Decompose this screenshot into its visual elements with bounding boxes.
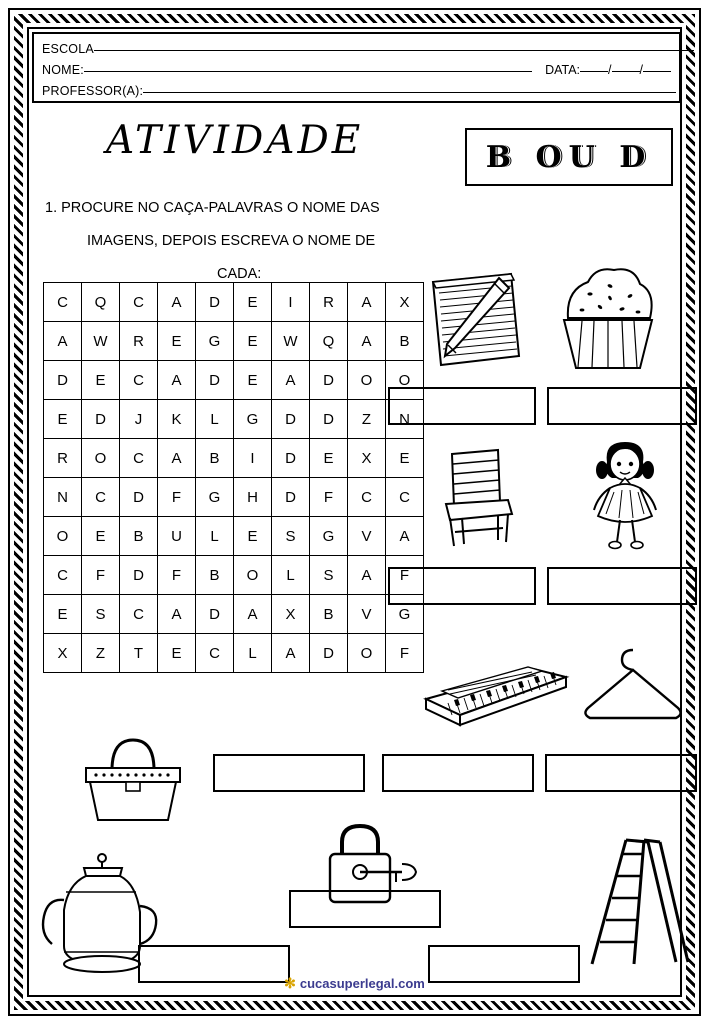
word-search-cell[interactable]: O — [348, 361, 386, 400]
data-label: DATA: — [545, 63, 581, 77]
word-search-cell[interactable]: F — [158, 556, 196, 595]
word-search-cell[interactable]: D — [310, 361, 348, 400]
word-search-cell[interactable]: A — [158, 439, 196, 478]
word-search-cell[interactable]: X — [386, 283, 424, 322]
nome-row — [42, 60, 671, 81]
bolsa-image — [68, 728, 198, 828]
word-search-cell[interactable]: B — [196, 439, 234, 478]
word-search-cell[interactable]: D — [44, 361, 82, 400]
nome-label: NOME: — [42, 63, 84, 77]
professor-row — [42, 81, 671, 102]
word-search-cell[interactable]: A — [386, 517, 424, 556]
word-search-cell[interactable]: E — [234, 283, 272, 322]
word-search-cell[interactable]: T — [120, 634, 158, 673]
word-search-cell[interactable]: B — [120, 517, 158, 556]
word-search-cell[interactable]: A — [158, 361, 196, 400]
worksheet-page — [8, 8, 701, 1016]
footer-credit — [10, 975, 699, 992]
word-search-row — [44, 322, 424, 361]
instruction-text — [45, 192, 445, 291]
instruction-line-1: 1. PROCURE NO CAÇA-PALAVRAS O NOME DAS — [45, 200, 380, 216]
word-search-cell[interactable]: C — [120, 439, 158, 478]
word-search-cell[interactable]: D — [310, 634, 348, 673]
word-search-cell[interactable]: R — [120, 322, 158, 361]
focus-letters-text: B OU D — [485, 139, 653, 175]
word-search-cell[interactable]: J — [120, 400, 158, 439]
word-search-cell[interactable]: B — [310, 595, 348, 634]
word-search-cell[interactable]: A — [44, 322, 82, 361]
word-search-grid[interactable] — [43, 282, 424, 673]
word-search-cell[interactable]: X — [348, 439, 386, 478]
answer-box-boneca[interactable] — [547, 567, 697, 605]
word-search-cell[interactable]: O — [386, 361, 424, 400]
answer-box-cadeado[interactable] — [289, 890, 441, 928]
caderno-image — [415, 260, 535, 380]
word-search-cell[interactable]: N — [386, 400, 424, 439]
word-search-cell[interactable]: X — [272, 595, 310, 634]
data-month-line[interactable] — [612, 71, 640, 72]
word-search-cell[interactable]: C — [82, 478, 120, 517]
word-search-cell[interactable]: L — [272, 556, 310, 595]
word-search-cell[interactable]: C — [44, 556, 82, 595]
word-search-cell[interactable]: N — [44, 478, 82, 517]
word-search-cell[interactable]: E — [234, 517, 272, 556]
word-search-cell[interactable]: E — [158, 634, 196, 673]
word-search-cell[interactable]: S — [272, 517, 310, 556]
word-search-cell[interactable]: O — [234, 556, 272, 595]
data-year-line[interactable] — [643, 71, 671, 72]
word-search-cell[interactable]: A — [272, 361, 310, 400]
word-search-cell[interactable]: E — [82, 361, 120, 400]
cadeira-image — [424, 440, 524, 555]
word-search-cell[interactable]: K — [158, 400, 196, 439]
word-search-cell[interactable]: D — [310, 400, 348, 439]
word-search-cell[interactable]: C — [120, 595, 158, 634]
word-search-row — [44, 517, 424, 556]
word-search-row — [44, 283, 424, 322]
word-search-cell[interactable]: X — [44, 634, 82, 673]
answer-box-bolsa[interactable] — [213, 754, 365, 792]
word-search-cell[interactable]: L — [196, 517, 234, 556]
word-search-cell[interactable]: O — [348, 634, 386, 673]
word-search-cell[interactable]: W — [272, 322, 310, 361]
word-search-row — [44, 556, 424, 595]
instruction-line-2: IMAGENS, DEPOIS ESCREVA O NOME DE — [87, 233, 376, 249]
word-search-cell[interactable]: E — [44, 595, 82, 634]
word-search-cell[interactable]: G — [196, 322, 234, 361]
word-search-cell[interactable]: R — [44, 439, 82, 478]
word-search-cell[interactable]: B — [196, 556, 234, 595]
word-search-cell[interactable]: E — [158, 322, 196, 361]
boneca-image — [580, 434, 670, 554]
word-search-cell[interactable]: O — [82, 439, 120, 478]
word-search-row — [44, 400, 424, 439]
word-search-cell[interactable]: S — [82, 595, 120, 634]
word-search-cell[interactable]: A — [348, 283, 386, 322]
word-search-cell[interactable]: A — [348, 322, 386, 361]
word-search-cell[interactable]: U — [158, 517, 196, 556]
word-search-row — [44, 361, 424, 400]
word-search-cell[interactable]: L — [234, 634, 272, 673]
professor-input-line[interactable] — [143, 92, 676, 93]
word-search-cell[interactable]: D — [272, 400, 310, 439]
word-search-cell[interactable]: G — [196, 478, 234, 517]
escada-image — [570, 828, 700, 978]
student-info-header — [32, 32, 681, 103]
word-search-cell[interactable]: D — [196, 283, 234, 322]
word-search-row — [44, 439, 424, 478]
word-search-cell[interactable]: C — [196, 634, 234, 673]
word-search-cell[interactable]: G — [234, 400, 272, 439]
word-search-cell[interactable]: D — [120, 556, 158, 595]
word-search-cell[interactable]: G — [386, 595, 424, 634]
word-search-body — [44, 283, 424, 673]
word-search-cell[interactable]: C — [120, 361, 158, 400]
word-search-cell[interactable]: V — [348, 595, 386, 634]
instruction-line-3: CADA: — [217, 266, 262, 282]
answer-box-teclado[interactable] — [382, 754, 534, 792]
footer-site-text: cucasuperlegal.com — [299, 976, 425, 991]
word-search-cell[interactable]: A — [158, 283, 196, 322]
escola-label: ESCOLA — [42, 42, 94, 56]
word-search-cell[interactable]: L — [196, 400, 234, 439]
word-search-cell[interactable]: C — [44, 283, 82, 322]
word-search-cell[interactable]: Q — [310, 322, 348, 361]
answer-box-caderno[interactable] — [388, 387, 536, 425]
word-search-cell[interactable]: D — [272, 439, 310, 478]
data-day-line[interactable] — [580, 71, 608, 72]
footer-logo-icon: ✻ — [284, 975, 296, 991]
page-title: ATIVIDADE — [106, 118, 364, 163]
word-search-cell[interactable]: E — [386, 439, 424, 478]
word-search-cell[interactable]: C — [120, 283, 158, 322]
word-search-cell[interactable]: A — [272, 634, 310, 673]
word-search-cell[interactable]: B — [386, 322, 424, 361]
word-search-cell[interactable]: I — [234, 439, 272, 478]
word-search-cell[interactable]: A — [234, 595, 272, 634]
word-search-cell[interactable]: F — [158, 478, 196, 517]
word-search-cell[interactable]: D — [120, 478, 158, 517]
data-sep-1: / — [608, 63, 612, 77]
professor-label: PROFESSOR(A): — [42, 84, 144, 98]
word-search-cell[interactable]: E — [234, 322, 272, 361]
word-search-cell[interactable]: E — [44, 400, 82, 439]
word-search-cell[interactable]: Z — [82, 634, 120, 673]
cabide-image — [578, 640, 688, 730]
word-search-cell[interactable]: E — [310, 439, 348, 478]
escola-row — [42, 39, 671, 60]
data-group — [545, 60, 671, 81]
answer-box-cabide[interactable] — [545, 754, 697, 792]
data-sep-2: / — [639, 63, 643, 77]
word-search-cell[interactable]: G — [310, 517, 348, 556]
answer-box-cadeira[interactable] — [388, 567, 536, 605]
word-search-cell[interactable]: O — [44, 517, 82, 556]
word-search-cell[interactable]: C — [348, 478, 386, 517]
word-search-cell[interactable]: F — [386, 634, 424, 673]
word-search-cell[interactable]: I — [272, 283, 310, 322]
escola-input-line[interactable] — [94, 50, 694, 51]
word-search-cell[interactable]: D — [82, 400, 120, 439]
word-search-cell[interactable]: D — [196, 595, 234, 634]
word-search-cell[interactable]: S — [310, 556, 348, 595]
word-search-cell[interactable]: H — [234, 478, 272, 517]
word-search-cell[interactable]: Z — [348, 400, 386, 439]
word-search-row — [44, 634, 424, 673]
word-search-cell[interactable]: F — [386, 556, 424, 595]
word-search-row — [44, 478, 424, 517]
teclado-image — [408, 645, 578, 735]
word-search-cell[interactable]: W — [82, 322, 120, 361]
word-search-cell[interactable]: E — [82, 517, 120, 556]
word-search-cell[interactable]: R — [310, 283, 348, 322]
word-search-cell[interactable]: D — [196, 361, 234, 400]
nome-input-line[interactable] — [84, 71, 532, 72]
word-search-cell[interactable]: F — [310, 478, 348, 517]
word-search-cell[interactable]: D — [272, 478, 310, 517]
word-search-cell[interactable]: C — [386, 478, 424, 517]
answer-box-bolo[interactable] — [547, 387, 697, 425]
word-search-cell[interactable]: A — [158, 595, 196, 634]
word-search-row — [44, 595, 424, 634]
word-search-cell[interactable]: Q — [82, 283, 120, 322]
word-search-cell[interactable]: A — [348, 556, 386, 595]
bolo-cupcake-image — [538, 260, 678, 380]
focus-letters-box — [465, 128, 673, 186]
word-search-cell[interactable]: E — [234, 361, 272, 400]
word-search-cell[interactable]: V — [348, 517, 386, 556]
word-search-cell[interactable]: F — [82, 556, 120, 595]
